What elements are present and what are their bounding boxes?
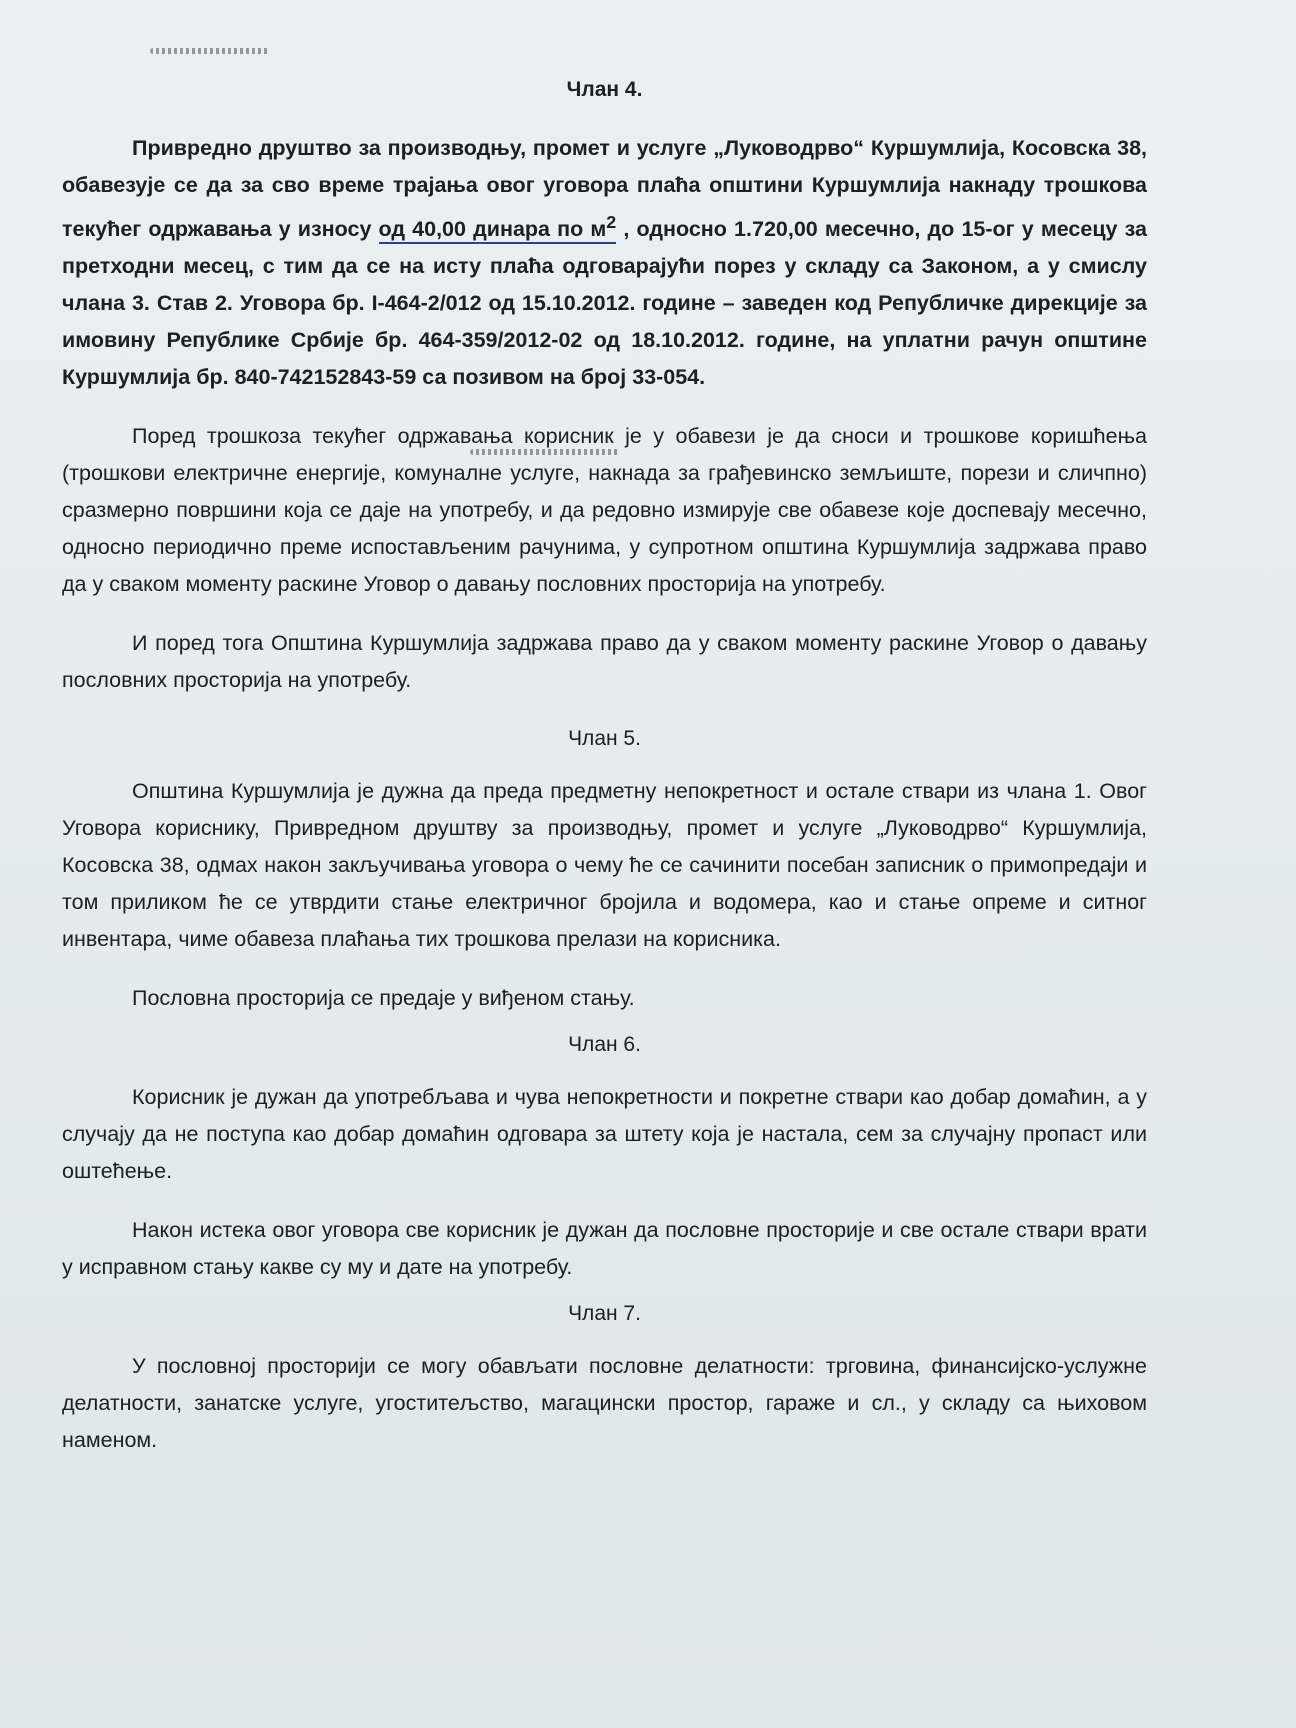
- article-5-paragraph-1: Општина Куршумлија је дужна да преда предметну непокретност и остале ствари из члана 1. Овог Уговора кориснику, Привредном друштву за производњу, промет и услуге „Луководрво“ Куршумлија, Косовска 38, одмах након закључивања уговора о чему ће се сачинити посебан записник о примопредаји и том приликом ће се утврдити стање електричног бројила и водомера, као и стање опреме и ситног инвентара, чиме обавеза плаћања тих трошкова прелази на корисника.: [62, 779, 1147, 952]
- article-6-paragraph-1: Корисник је дужан да употребљава и чува непокретности и покретне ствари као добар домаћин, а у случају да не поступа као добар домаћин одговара за штету која је настала, сем за случајну пропаст или оштећење.: [62, 1085, 1147, 1184]
- article-4-p1-text-a: Привредно друштво за производњу, промет и услуге „Луководрво“ Куршумлија, Косовска 38, обавезује се да за сво време трајања овог уговора плаћа општини Куршумлија накнаду трошкова текућег одржавања у износу: [62, 136, 1147, 242]
- square-meter-superscript: 2: [606, 212, 617, 232]
- article-6-paragraph-2: Након истека овог уговора све корисник је дужан да пословне просторије и све остале ствари врати у исправном стању какве су му и дате на употребу.: [62, 1218, 1147, 1280]
- article-5-heading: Члан 5.: [568, 727, 641, 751]
- article-4-paragraph-3: И поред тога Општина Куршумлија задржава право да у сваком моменту раскине Уговор о давању пословних просторија на употребу.: [62, 631, 1147, 693]
- article-6-heading: Члан 6.: [568, 1033, 641, 1057]
- article-5-paragraph-2: Пословна просторија се предаје у виђеном стању.: [132, 986, 635, 1011]
- article-4-p1-text-b: , односно 1.720,00 месечно, до 15-ог у месецу за претходни месец, с тим да се на исту плаћа одговарајући порез у складу са Законом, а у смислу члана 3. Став 2. Уговора бр. I-464-2/012 од 15.10.2012. године – заведен код Републичке дирекције за имовину Републике Србије бр. 464-359/2012-02 од 18.10.2012. године, на уплатни рачун општине Куршумлија бр. 840-742152843-59 са позивом на број 33-054.: [62, 217, 1147, 390]
- article-4-underlined-amount: [378, 212, 617, 244]
- article-4-paragraph-1: [62, 130, 1147, 396]
- article-4-underlined-text: од 40,00 динара по м: [378, 217, 607, 242]
- article-7-heading: Члан 7.: [568, 1302, 641, 1326]
- article-7-paragraph-1: У пословној просторији се могу обављати пословне делатности: трговина, финансијско-услужне делатности, занатске услуге, угоститељство, магацински простор, гараже и сл., у складу са њиховом наменом.: [62, 1354, 1147, 1453]
- document-body: [62, 78, 1147, 1459]
- top-scribble-mark: [150, 48, 270, 54]
- article-4-heading: Члан 4.: [566, 78, 643, 101]
- article-4-paragraph-2: Поред трошкоза текућег одржавања корисник је у обавези је да сноси и трошкове коришћења (трошкови електричне енергије, комуналне услуге, накнада за грађевинско земљиште, порези и сличпно) сразмерно површини која се даје на употребу, и да редовно измирује све обавезе које доспевају месечно, односно периодично преме испостављеним рачунима, у супротном општина Куршумлија задржава право да у сваком моменту раскине Уговор о давању пословних просторија на употребу.: [62, 424, 1147, 597]
